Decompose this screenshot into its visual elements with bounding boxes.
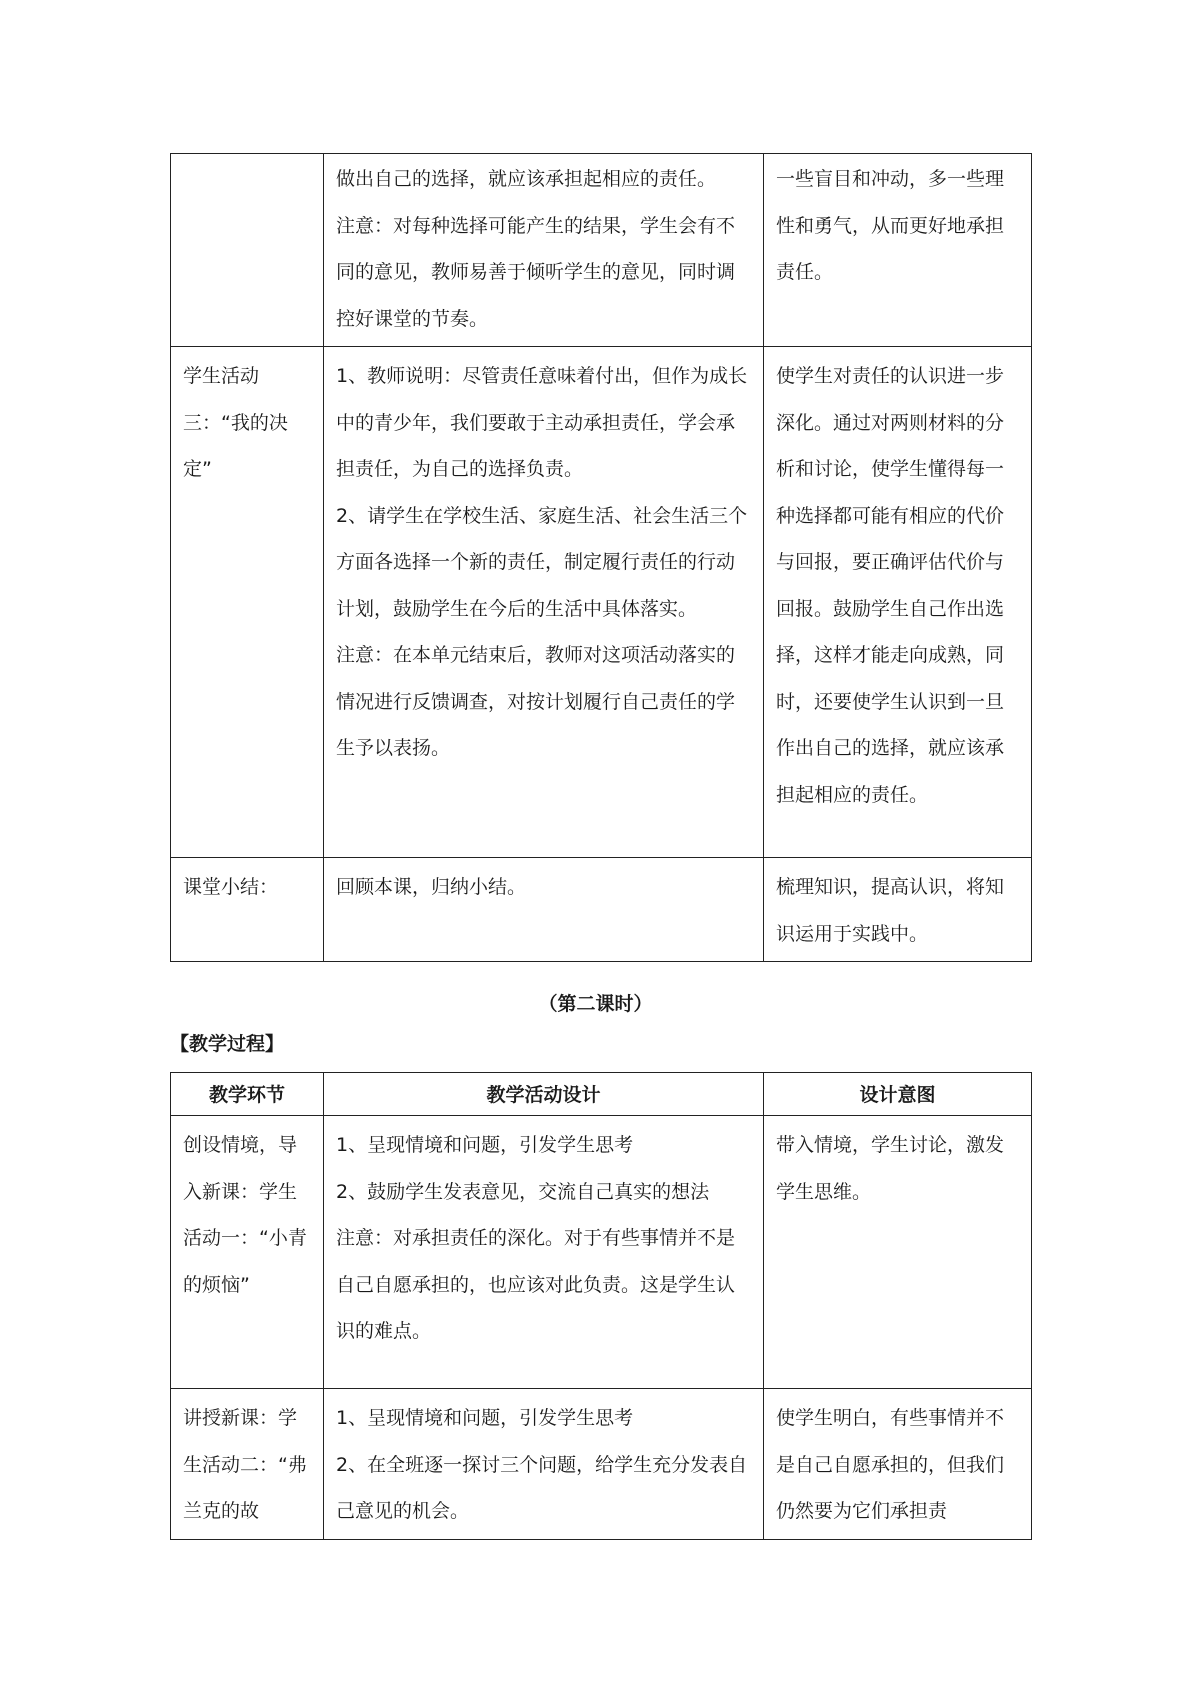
- activity-cell: [324, 1389, 764, 1540]
- intent-cell: [764, 858, 1032, 962]
- activity-paragraph: 2、请学生在学校生活、家庭生活、社会生活三个方面各选择一个新的责任，制定履行责任的行动计划，鼓励学生在今后的生活中具体落实。: [336, 504, 748, 620]
- activity-paragraph: 1、呈现情境和问题，引发学生思考: [336, 1134, 634, 1156]
- stage-cell: [171, 154, 324, 347]
- activity-paragraph: 回顾本课，归纳小结。: [336, 876, 527, 898]
- intent-paragraph: 使学生对责任的认识进一步深化。通过对两则材料的分析和讨论，使学生懂得每一种选择都可能有相应的代价与回报，要正确评估代价与回报。鼓励学生自己作出选择，这样才能走向成熟，同时，还要使学生认识到一旦作出自己的选择，就应该承担起相应的责任。: [776, 365, 1005, 806]
- intent-paragraph: 使学生明白，有些事情并不是自己自愿承担的，但我们仍然要为它们承担责: [776, 1407, 1005, 1522]
- section-heading: 【教学过程】: [170, 1033, 285, 1055]
- activity-paragraph: 做出自己的选择，就应该承担起相应的责任。: [336, 168, 717, 190]
- intent-paragraph: 一些盲目和冲动，多一些理性和勇气，从而更好地承担责任。: [776, 168, 1005, 283]
- activity-paragraph: 注意：对承担责任的深化。对于有些事情并不是自己自愿承担的，也应该对此负责。这是学生认识的难点。: [336, 1227, 736, 1342]
- column-header-stage: 教学环节: [171, 1073, 324, 1116]
- stage-cell: 创设情境，导入新课：学生活动一：“小青的烦恼”: [171, 1116, 324, 1389]
- activity-cell: [324, 1116, 764, 1389]
- table-header-row: [171, 1073, 1032, 1116]
- table-row: [171, 347, 1032, 858]
- activity-paragraph: 2、在全班逐一探讨三个问题，给学生充分发表自己意见的机会。: [336, 1453, 748, 1522]
- column-header-intent: 设计意图: [764, 1073, 1032, 1116]
- intent-cell: [764, 1389, 1032, 1540]
- intent-cell: [764, 1116, 1032, 1389]
- table-row: [171, 858, 1032, 962]
- table-row: [171, 1116, 1032, 1389]
- activity-cell: [324, 154, 764, 347]
- intent-paragraph: 带入情境，学生讨论，激发学生思维。: [776, 1134, 1005, 1203]
- session-title: （第二课时）: [538, 993, 653, 1015]
- intent-cell: [764, 154, 1032, 347]
- lesson-table-continued: [170, 153, 1032, 962]
- activity-paragraph: 1、呈现情境和问题，引发学生思考: [336, 1407, 634, 1429]
- column-header-activity: 教学活动设计: [324, 1073, 764, 1116]
- stage-cell: 讲授新课：学生活动二：“弗兰克的故: [171, 1389, 324, 1540]
- activity-paragraph: 注意：在本单元结束后，教师对这项活动落实的情况进行反馈调查，对按计划履行自己责任的学生予以表扬。: [336, 644, 736, 759]
- stage-cell: 课堂小结：: [171, 858, 324, 962]
- activity-paragraph: 2、鼓励学生发表意见，交流自己真实的想法: [336, 1180, 710, 1203]
- table-row: [171, 1389, 1032, 1540]
- activity-cell: [324, 858, 764, 962]
- intent-paragraph: 梳理知识，提高认识，将知识运用于实践中。: [776, 876, 1005, 945]
- intent-cell: [764, 347, 1032, 858]
- stage-cell: 学生活动三：“我的决定”: [171, 347, 324, 858]
- activity-paragraph: 1、教师说明：尽管责任意味着付出，但作为成长中的青少年，我们要敢于主动承担责任，学会承担责任，为自己的选择负责。: [336, 365, 748, 480]
- lesson-process-table: [170, 1072, 1032, 1540]
- activity-cell: [324, 347, 764, 858]
- activity-paragraph: 注意：对每种选择可能产生的结果，学生会有不同的意见，教师易善于倾听学生的意见，同时调控好课堂的节奏。: [336, 214, 736, 330]
- table-row: [171, 154, 1032, 347]
